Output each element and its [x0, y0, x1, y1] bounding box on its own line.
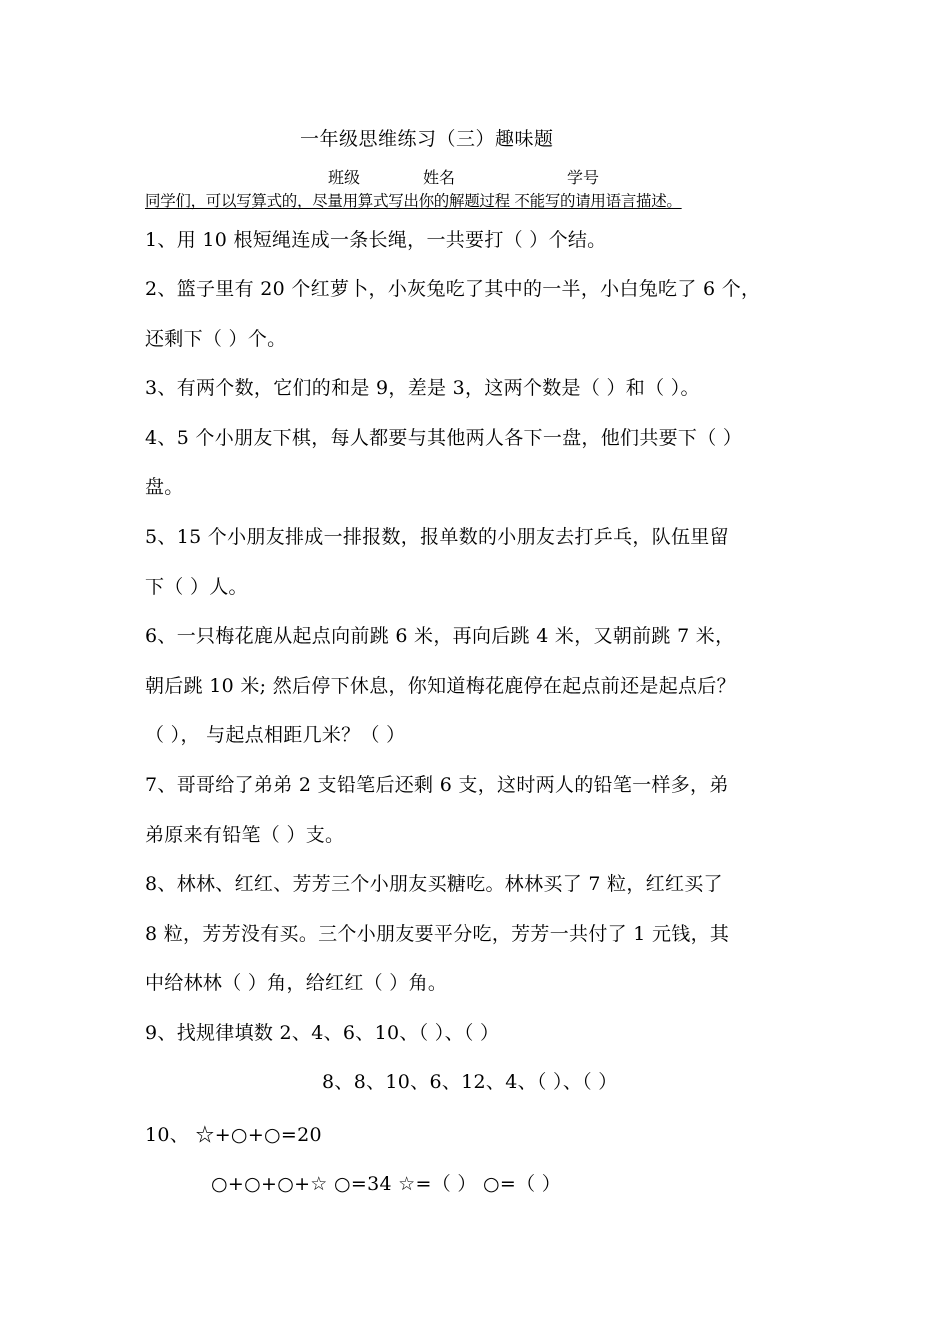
- question-9-line-2: 8、8、10、6、12、4、（ ）、（ ）: [322, 1071, 618, 1093]
- name-label: 姓名: [423, 168, 456, 187]
- question-8-line-1: 8、林林、红红、芳芳三个小朋友买糖吃。林林买了 7 粒，红红买了: [145, 873, 723, 895]
- student-id-label: 学号: [567, 168, 600, 187]
- worksheet-title: 一年级思维练习（三）趣味题: [300, 128, 554, 150]
- question-9-line-1: 9、找规律填数 2、4、6、10、（ ）、（ ）: [145, 1022, 500, 1044]
- question-3-line-1: 3、有两个数，它们的和是 9，差是 3，这两个数是（ ）和（ ）。: [145, 377, 700, 399]
- question-4-line-2: 盘。: [145, 476, 184, 498]
- question-6-line-3: （ ）， 与起点相距几米？（ ）: [145, 724, 406, 746]
- question-6-line-1: 6、一只梅花鹿从起点向前跳 6 米，再向后跳 4 米，又朝前跳 7 米，: [145, 625, 735, 647]
- question-4-line-1: 4、5 个小朋友下棋，每人都要与其他两人各下一盘，他们共要下（ ）: [145, 427, 743, 449]
- question-2-line-1: 2、篮子里有 20 个红萝卜，小灰兔吃了其中的一半，小白兔吃了 6 个，: [145, 278, 761, 300]
- question-7-line-2: 弟原来有铅笔（ ）支。: [145, 824, 345, 846]
- question-7-line-1: 7、哥哥给了弟弟 2 支铅笔后还剩 6 支，这时两人的铅笔一样多，弟: [145, 774, 729, 796]
- class-label: 班级: [328, 168, 361, 187]
- question-5-line-2: 下（ ）人。: [145, 576, 248, 598]
- question-1-line-1: 1、用 10 根短绳连成一条长绳，一共要打（ ）个结。: [145, 229, 607, 251]
- question-5-line-1: 5、15 个小朋友排成一排报数，报单数的小朋友去打乒乓，队伍里留: [145, 526, 729, 548]
- question-8-line-3: 中给林林（ ）角，给红红（ ）角。: [145, 972, 448, 994]
- question-2-line-2: 还剩下（ ）个。: [145, 328, 287, 350]
- question-8-line-2: 8 粒，芳芳没有买。三个小朋友要平分吃，芳芳一共付了 1 元钱，其: [145, 923, 730, 945]
- question-10-line-1: 10、 ☆+○+○=20: [145, 1124, 322, 1146]
- question-6-line-2: 朝后跳 10 米; 然后停下休息，你知道梅花鹿停在起点前还是起点后？: [145, 675, 736, 697]
- instruction-text: 同学们，可以写算式的，尽量用算式写出你的解题过程 不能写的请用语言描述。: [145, 192, 682, 210]
- question-10-line-2: ○+○+○+☆ ○=34 ☆=（ ） ○=（ ）: [211, 1173, 562, 1195]
